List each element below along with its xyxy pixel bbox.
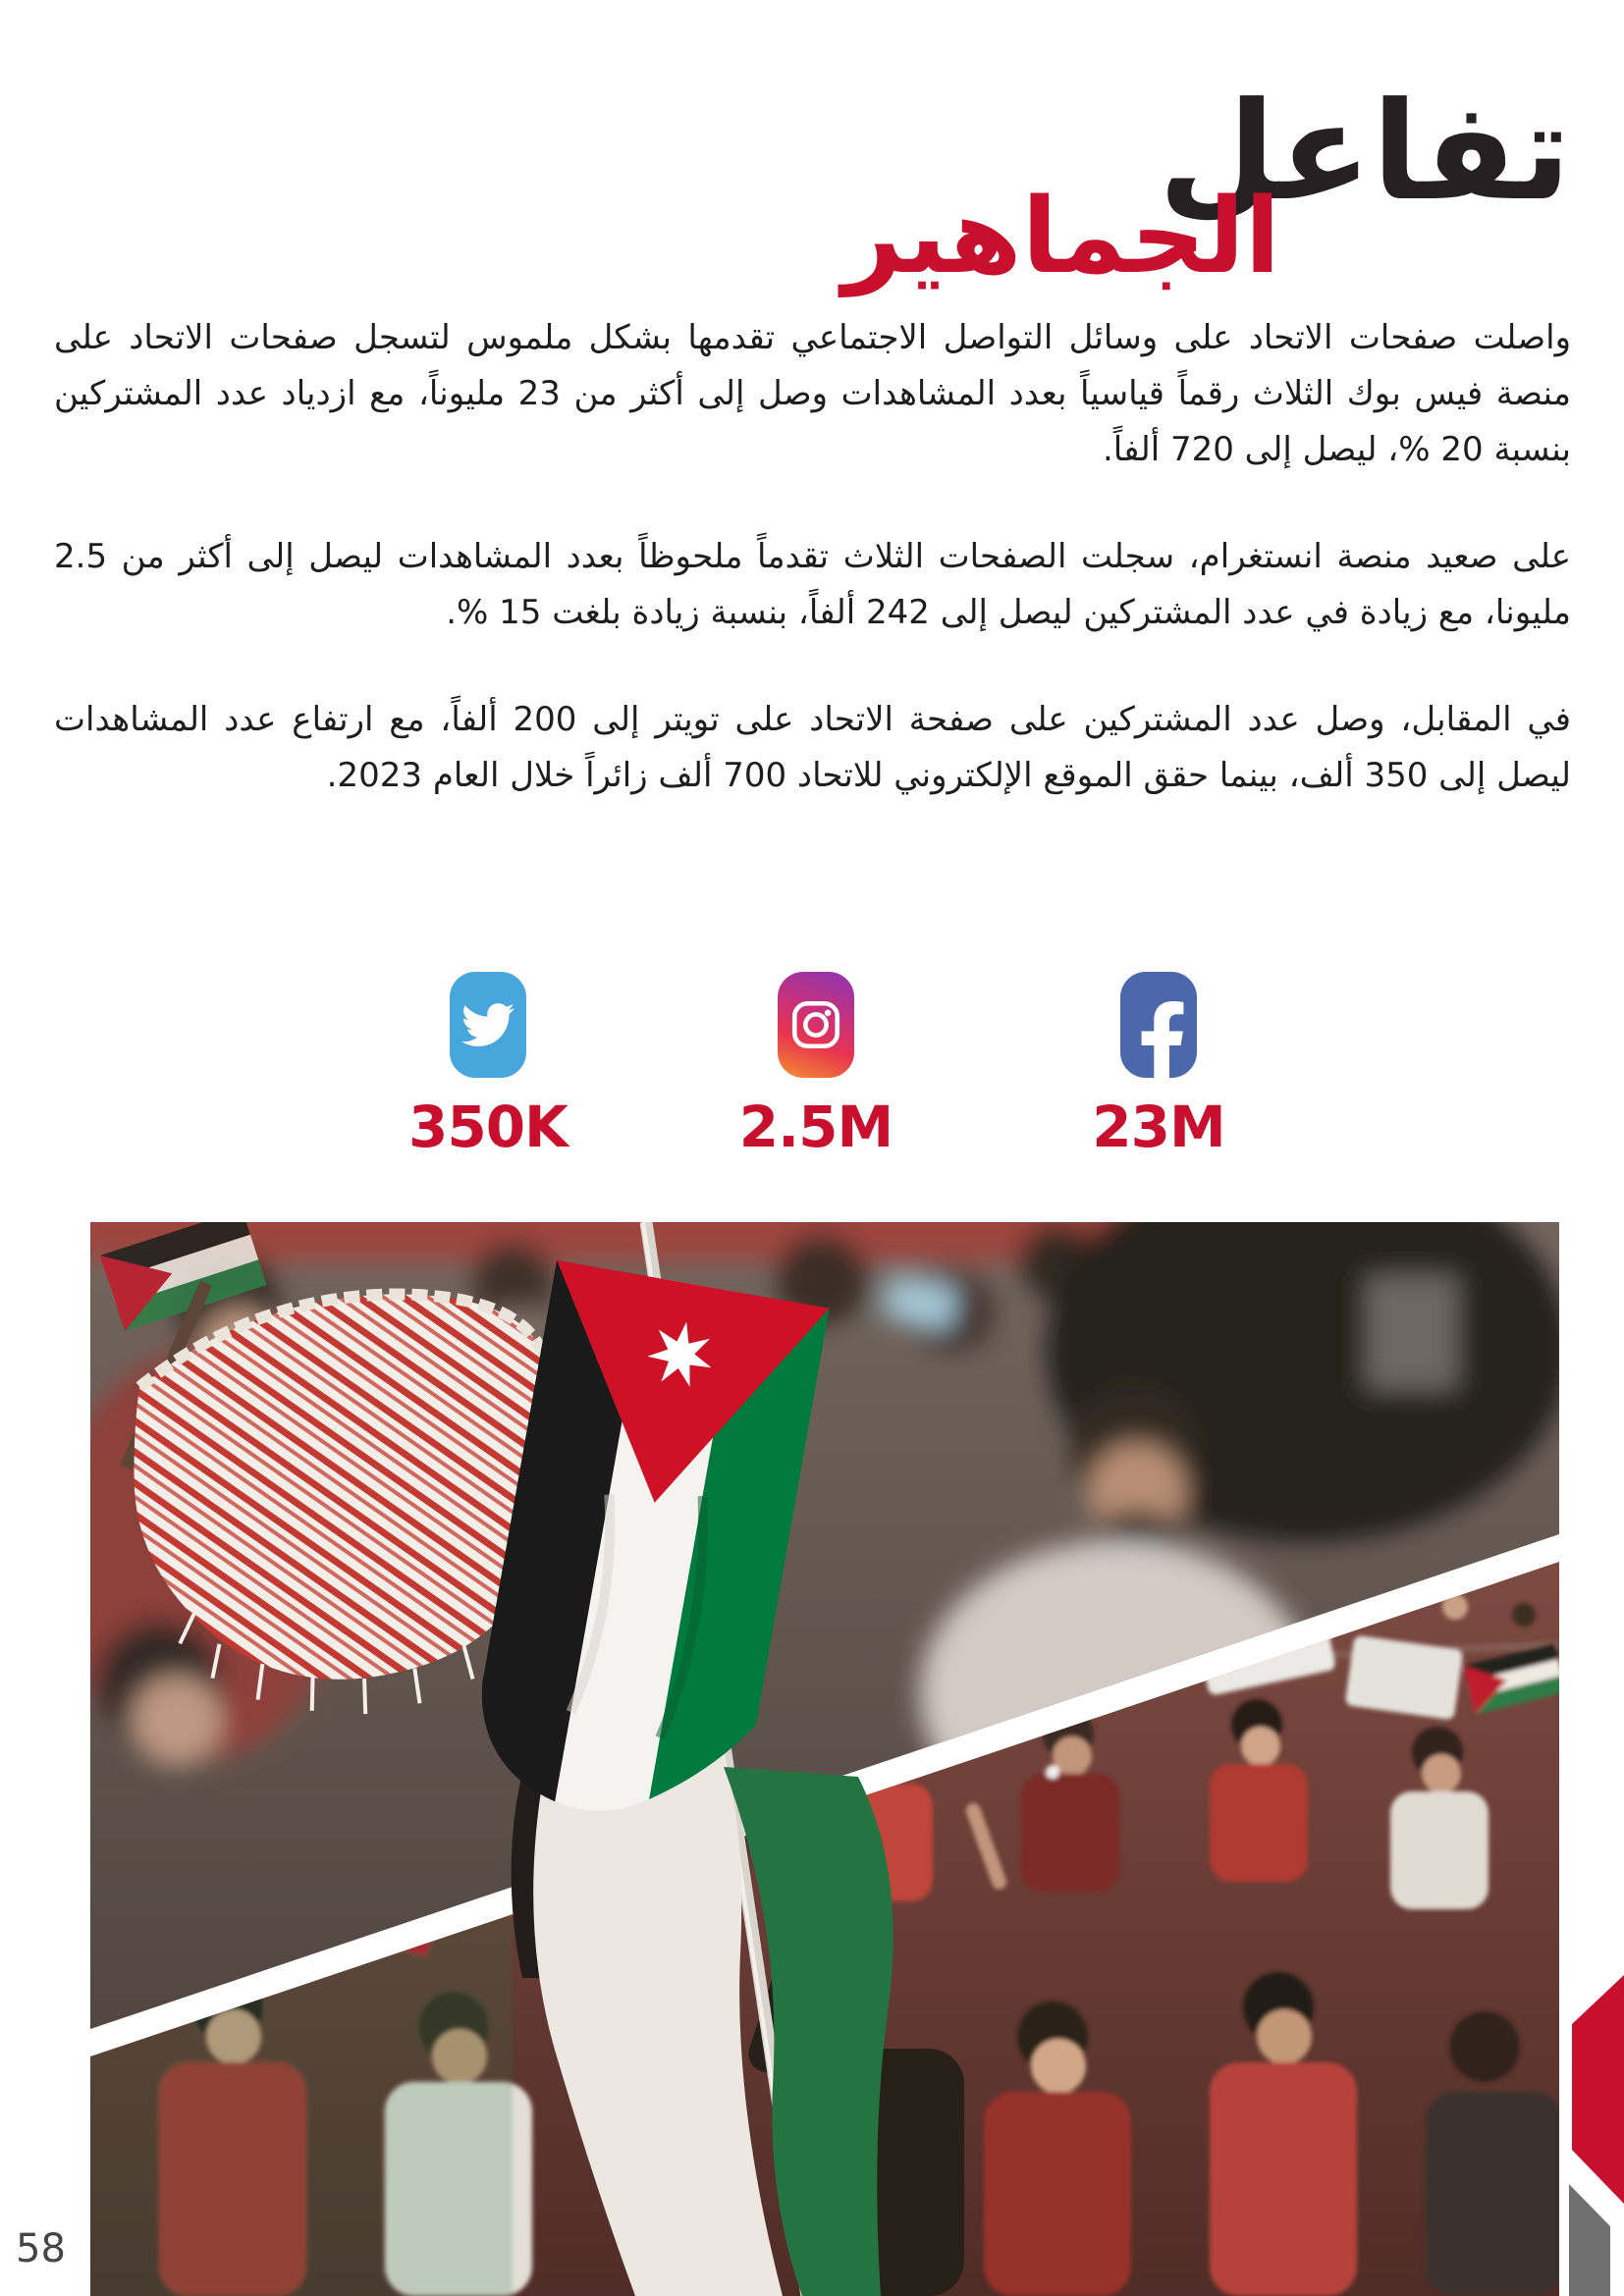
instagram-camera-glyph [787,996,844,1053]
fans-photo-collage [90,1222,1559,2296]
edge-gray-shape [1569,2184,1610,2296]
twitter-bird-glyph [461,998,514,1051]
page-title-word-red: الجماهير [841,176,1280,296]
edge-decoration [1551,1953,1624,2296]
twitter-icon [450,972,526,1078]
instagram-followers-count: 2.5M [738,1094,893,1160]
facebook-icon [1120,972,1197,1078]
page-title-word-black: تفاعل [1158,73,1571,231]
intro-text [54,310,1571,855]
edge-red-shape [1572,1975,1624,2204]
paragraph-instagram-stats: على صعيد منصة انستغرام، سجلت الصفحات الثلاث تقدماً ملحوظاً بعدد المشاهدات ليصل إلى أكثر من 2.5 مليونا، مع زيادة في عدد المشتركين ليصل إلى 242 ألفاً، بنسبة زيادة بلغت 15 %. [54,537,1571,632]
social-stat-instagram [698,972,934,1160]
facebook-f-glyph [1138,1001,1187,1078]
facebook-followers-count: 23M [1092,1094,1225,1160]
twitter-followers-count: 350K [407,1094,568,1160]
paragraph-facebook-stats: واصلت صفحات الاتحاد على وسائل التواصل الاجتماعي تقدمها بشكل ملموس لتسجل صفحات الاتحاد على منصة فيس بوك الثلاث رقماً قياسياً بعدد المشاهدات وصل إلى أكثر من 23 مليوناً، مع ازدياد عدد المشتركين بنسبة 20 %، ليصل إلى 720 ألفاً. [54,318,1571,469]
social-stat-facebook [1041,972,1276,1160]
social-stat-twitter [370,972,606,1160]
page-number: 58 [16,2226,66,2271]
instagram-icon [778,972,854,1078]
paragraph-twitter-website-stats: في المقابل، وصل عدد المشتركين على صفحة الاتحاد على تويتر إلى 200 ألفاً، مع ارتفاع عدد المشاهدات ليصل إلى 350 ألف، بينما حقق الموقع الإلكتروني للاتحاد 700 ألف زائراً خلال العام 2023. [54,700,1572,795]
fans-photo-illustration [90,1222,1559,2296]
